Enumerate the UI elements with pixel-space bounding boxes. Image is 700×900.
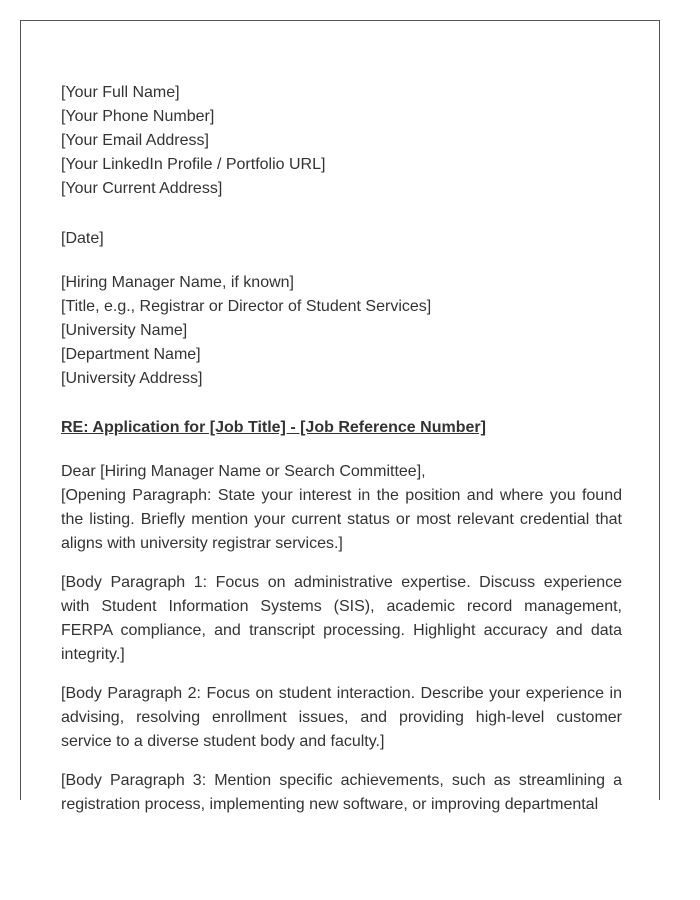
letter-body <box>61 81 622 832</box>
letter-date: [Date] <box>61 230 104 247</box>
recipient-name: [Hiring Manager Name, if known] <box>61 274 294 291</box>
sender-linkedin: [Your LinkedIn Profile / Portfolio URL] <box>61 156 326 173</box>
body-paragraph-3: [Body Paragraph 3: Mention specific achievements, such as streamlining a registration process, implementing new software, or improving departmental <box>61 772 622 813</box>
subject-line: RE: Application for [Job Title] - [Job Reference Number] <box>61 419 486 436</box>
sender-name: [Your Full Name] <box>61 84 180 101</box>
sender-phone: [Your Phone Number] <box>61 108 215 125</box>
sender-email: [Your Email Address] <box>61 132 209 149</box>
document-page <box>20 20 660 813</box>
date-block <box>61 227 622 251</box>
recipient-department: [Department Name] <box>61 346 201 363</box>
recipient-title: [Title, e.g., Registrar or Director of Student Services] <box>61 298 432 315</box>
recipient-block <box>61 271 622 391</box>
recipient-address: [University Address] <box>61 370 203 387</box>
opening-paragraph: [Opening Paragraph: State your interest in the position and where you found the listing. Briefly mention your current status or most relevant credential that aligns with university registrar services.] <box>61 487 622 552</box>
recipient-university: [University Name] <box>61 322 188 339</box>
body-paragraph-2: [Body Paragraph 2: Focus on student interaction. Describe your experience in advising, resolving enrollment issues, and providing high-level customer service to a diverse student body and faculty.] <box>61 685 622 750</box>
sender-block <box>61 81 622 201</box>
body-paragraph-1: [Body Paragraph 1: Focus on administrative expertise. Discuss experience with Student Information Systems (SIS), academic record management, FERPA compliance, and transcript processing. Highlight accuracy and data integrity.] <box>61 574 622 663</box>
salutation: Dear [Hiring Manager Name or Search Committee], <box>61 463 426 480</box>
sender-address: [Your Current Address] <box>61 180 223 197</box>
